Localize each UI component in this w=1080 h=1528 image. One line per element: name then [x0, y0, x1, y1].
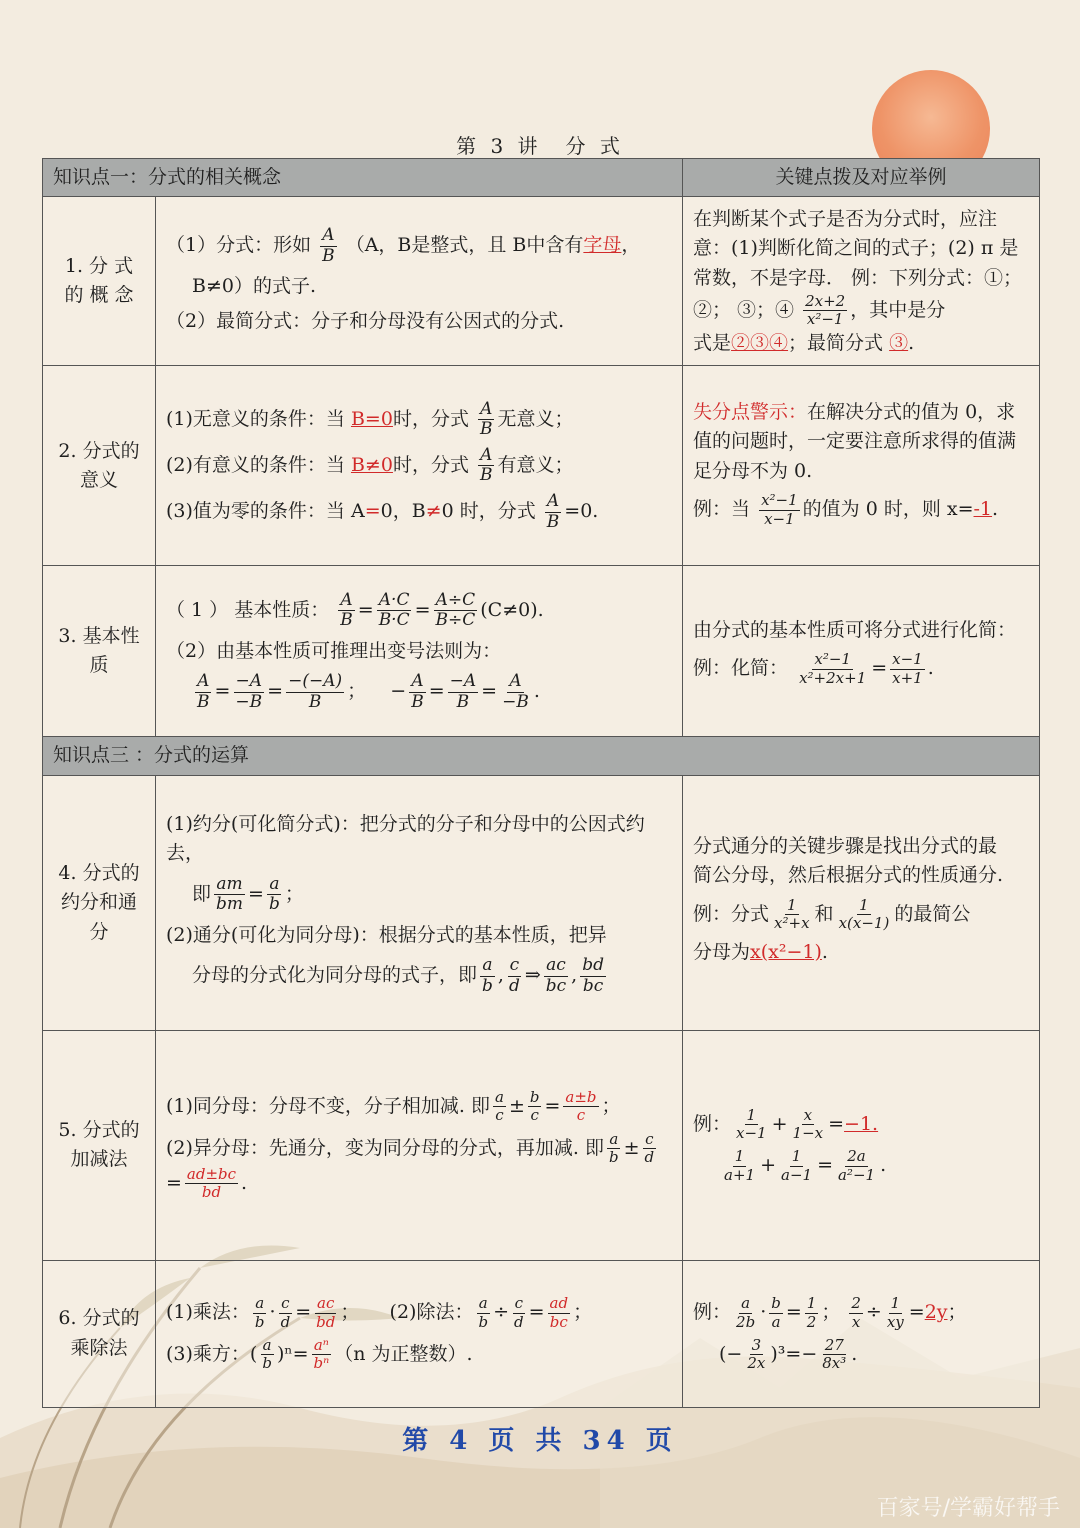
text: (3)乘方：	[166, 1342, 250, 1365]
text: 时，分式	[392, 453, 469, 476]
fraction: $\frac{a}{b}$	[254, 1294, 265, 1331]
table-row	[43, 1030, 1040, 1260]
fraction: $\frac{\text{x²−1}}{x-1}$	[761, 491, 798, 528]
fraction: $\frac{b}{a}$	[771, 1294, 781, 1331]
fraction: $\frac{c}{d}$	[513, 1294, 524, 1331]
content-cell	[156, 366, 683, 566]
fraction: $\frac{a\pm b}{c}$	[565, 1088, 597, 1125]
text: 时，分式	[392, 407, 469, 430]
fraction: $\frac{-A}{-B}$	[235, 671, 263, 712]
answer-text: -1	[973, 498, 993, 521]
fraction: $\frac{bd}{bc}$	[582, 955, 604, 996]
topic-label: 2. 分式的意义	[43, 366, 156, 566]
content-cell	[156, 197, 683, 366]
content-cell: （ 1 ） 基本性质： $\frac{A}{B}$ = $\frac{A\cdot C}{B\cdot C}$ = $\frac{A\div C}{B\div C}$ (C≠0). （2）由基本性质可推理出变号法则为： $\frac{A}{B}$ = $\frac{-A}{-B}$ = $\frac{-(-A)}{B}$ ； − $\frac{A}{B}$ = $\frac{-A}{B}$ = $\frac{A}{-B}$ .	[156, 566, 683, 737]
text: (2)有意义的条件：当	[166, 453, 345, 476]
text: .	[908, 331, 915, 354]
fraction: $\frac{1}{2}$	[806, 1294, 817, 1331]
section-header-3	[43, 737, 1040, 775]
text: =0.	[564, 500, 599, 523]
text: 的值为 0 时，则 x=	[802, 498, 974, 521]
fraction: $\frac{x-1}{x+1}$	[892, 650, 923, 687]
warning-label: 失分点警示：	[693, 401, 808, 424]
fraction: $\frac{1}{x-1}$	[736, 1105, 767, 1143]
text: （1）分式：形如	[166, 234, 312, 256]
fraction: $\frac{A}{-B}$	[502, 671, 529, 712]
fraction: $\frac{a}{2b}$	[736, 1294, 756, 1331]
text: (2)除法：	[389, 1301, 474, 1324]
fraction: $\frac{3}{2x}$	[747, 1335, 766, 1373]
section-header-1	[43, 159, 1040, 197]
text: 在判断某个式子是否为分式时，应注意：(1)判断化简之间的式子；(2) π 是常数，不是字母． 例：下列分式：①；②； ③；④	[693, 207, 1023, 321]
text: ，其中是分	[850, 298, 946, 321]
text: 0 时，分式	[441, 500, 536, 523]
topic-label: 5. 分式的加减法	[43, 1030, 156, 1260]
fraction: $\frac{x}{1-x}$	[792, 1105, 824, 1143]
text: 和	[814, 902, 834, 925]
fraction: $\frac{ac}{bc}$	[545, 955, 567, 996]
table-row	[43, 366, 1040, 566]
fraction: $\frac{-(-A)}{B}$	[288, 671, 343, 712]
fraction: $\frac{A\div C}{B\div C}$	[435, 589, 476, 631]
section-title-3: 知识点三 ：分式的运算	[43, 737, 1040, 775]
fraction: $\frac{27}{\text{8x³}}$	[822, 1335, 847, 1373]
content-cell: (1)乘法： $\frac{a}{b}$ · $\frac{c}{d}$ = $\frac{ac}{bd}$ ； (2)除法： $\frac{a}{b}$ ÷ $\frac{c}{d}$ = $\frac{ad}{bc}$ ； (3)乘方：( $\frac{a}{b}$ )ⁿ= $\frac{\text{aⁿ}}{\text{bⁿ}}$ （n 为正整数）.	[156, 1260, 683, 1407]
text: 的最简公	[894, 902, 971, 925]
fraction: $\frac{a}{c}$	[495, 1088, 504, 1125]
text: (2)通分(可化为同分母)：根据分式的基本性质，把异	[166, 923, 607, 946]
example-cell	[683, 197, 1040, 366]
text: 例：当	[693, 498, 751, 521]
text: ，	[621, 234, 641, 256]
fraction: $\frac{ad}{bc}$	[549, 1294, 569, 1331]
watermark: 百家号/学霸好帮手	[876, 1496, 1060, 1521]
text: 无意义；	[497, 407, 574, 430]
text: (1)无意义的条件：当	[166, 407, 345, 430]
example-cell: 例： $\frac{a}{2b}$ · $\frac{b}{a}$ = $\frac{1}{2}$ ； $\frac{2}{x}$ ÷ $\frac{1}{xy}$ =2y； (− $\frac{3}{2x}$ )³=− $\frac{27}{\text{8x³}}$ .	[683, 1260, 1040, 1407]
fraction: $\frac{1}{a+1}$	[724, 1147, 756, 1184]
fraction: $\frac{a}{b}$	[268, 873, 280, 915]
fraction: $\frac{1}{xy}$	[886, 1294, 904, 1331]
fraction: $\frac{c}{d}$	[644, 1129, 655, 1166]
fraction: $\frac{\text{aⁿ}}{\text{bⁿ}}$	[313, 1335, 330, 1373]
fraction: $\frac{A}{B}$	[322, 224, 335, 266]
text: .	[821, 941, 828, 964]
answer-text: −1.	[844, 1112, 879, 1135]
fraction: $\frac{c}{d}$	[508, 955, 520, 996]
text: (1)同分母：分母不变，分子相加减. 即	[166, 1094, 490, 1117]
text: 例：分式	[693, 902, 770, 925]
answer-text: ③	[889, 331, 909, 354]
fraction: $\frac{A\cdot C}{B\cdot C}$	[378, 589, 410, 631]
text: 分母为	[693, 941, 751, 964]
text: 例：	[693, 1112, 732, 1135]
topic-label: 3. 基本性质	[43, 566, 156, 737]
fraction: $\frac{2a}{\text{a²−1}}$	[837, 1147, 876, 1184]
section-title-1: 知识点一：分式的相关概念	[43, 159, 683, 197]
topic-label: 6. 分式的乘除法	[43, 1260, 156, 1407]
fraction: $\frac{c}{d}$	[280, 1294, 291, 1331]
fraction: $\frac{A}{B}$	[340, 589, 353, 631]
text: (1)乘法：	[166, 1301, 250, 1324]
fraction: $\frac{\text{x²−1}}{\text{x²+2x+1}}$	[799, 650, 867, 687]
text: 式是	[693, 331, 732, 354]
fraction: $\frac{1}{a-1}$	[781, 1147, 813, 1184]
fraction: $\frac{A}{B}$	[480, 398, 493, 440]
example-cell	[683, 775, 1040, 1030]
fraction: $\frac{a}{b}$	[262, 1335, 272, 1373]
text: B≠0）的式子.	[192, 275, 317, 298]
fraction: $\frac{-A}{B}$	[449, 671, 477, 712]
fraction: $\frac{1}{x(x-1)}$	[838, 895, 890, 933]
text: (2)异分母：先通分，变为同分母的分式，再加减. 即	[166, 1136, 604, 1159]
text: （n 为正整数）.	[334, 1342, 473, 1365]
example-cell	[683, 366, 1040, 566]
fraction: $\frac{1}{\text{x²+x}}$	[774, 895, 810, 933]
fraction: $\frac{A}{B}$	[546, 490, 560, 532]
answer-text: B=0	[350, 407, 393, 430]
table-row	[43, 566, 1040, 737]
knowledge-table	[42, 158, 1040, 1408]
text: 简公分母，然后根据分式的性质通分.	[693, 864, 1004, 887]
text: 例：化简：	[693, 657, 789, 680]
answer-text: 字母	[583, 234, 622, 256]
text: 由分式的基本性质可将分式进行化简：	[693, 618, 1017, 641]
text: (1)约分(可化简分式)：把分式的分子和分母中的公因式约去，	[166, 812, 645, 865]
answer-text: ②③④	[731, 331, 789, 354]
text: 例：	[693, 1301, 732, 1324]
text: ；最简分式	[788, 331, 884, 354]
fraction: $\frac{ac}{bd}$	[316, 1294, 336, 1331]
text: 即	[192, 882, 212, 905]
example-cell: 例： $\frac{1}{x-1}$ + $\frac{x}{1-x}$ =−1. $\frac{1}{a+1}$ + $\frac{1}{a-1}$ = $\frac{2a}{\text{a²−1}}$ .	[683, 1030, 1040, 1260]
fraction: $\frac{b}{c}$	[529, 1088, 540, 1125]
page-footer: 第 4 页 共 34 页	[402, 1426, 678, 1456]
fraction: $\frac{2x+2}{\text{x²−1}}$	[805, 292, 846, 329]
answer-text: x(x²−1)	[750, 941, 822, 964]
answer-text: =	[364, 500, 381, 523]
answer-text: ≠	[425, 500, 442, 523]
answer-text: 2y	[924, 1301, 948, 1324]
text: 分式通分的关键步骤是找出分式的最	[693, 834, 998, 857]
fraction: $\frac{ad\pm bc}{bd}$	[186, 1165, 237, 1202]
fraction: $\frac{a}{b}$	[609, 1129, 619, 1166]
text: （A，B是整式，且 B中含有	[345, 234, 584, 256]
table-row	[43, 775, 1040, 1030]
example-cell: 由分式的基本性质可将分式进行化简： 例：化简： $\frac{\text{x²−1}}{\text{x²+2x+1}}$ = $\frac{x-1}{x+1}$ .	[683, 566, 1040, 737]
text: 有意义；	[497, 453, 574, 476]
content-cell: (1)约分(可化简分式)：把分式的分子和分母中的公因式约去， 即 $\frac{am}{bm}$ = $\frac{a}{b}$ ； (2)通分(可化为同分母)：根据分式的基本性质，把异 分母的分式化为同分母的式子，即 $\frac{a}{b}$ , $\frac{c}{d}$ ⇒ $\frac{ac}{bc}$ , $\frac{bd}{bc}$	[156, 775, 683, 1030]
fraction: $\frac{A}{B}$	[480, 444, 493, 486]
text: （ 1 ） 基本性质：	[166, 598, 330, 621]
text: （2）最简分式：分子和分母没有公因式的分式.	[166, 310, 565, 333]
text: (C≠0).	[480, 598, 544, 621]
text: 在解决分式的值为 0，求值的问题时，一定要注意所求得的值满足分母不为 0.	[693, 401, 1017, 482]
fraction: $\frac{A}{B}$	[197, 671, 210, 712]
table-row	[43, 1260, 1040, 1407]
topic-label: 4. 分式的约分和通分	[43, 775, 156, 1030]
table-row	[43, 197, 1040, 366]
content-cell: (1)同分母：分母不变，分子相加减. 即 $\frac{a}{c}$ ± $\frac{b}{c}$ = $\frac{a\pm b}{c}$ ； (2)异分母：先通分，变为同分母的分式，再加减. 即 $\frac{a}{b}$ ± $\frac{c}{d}$ = $\frac{ad\pm bc}{bd}$ .	[156, 1030, 683, 1260]
fraction: $\frac{2}{x}$	[851, 1294, 861, 1331]
fraction: $\frac{a}{b}$	[478, 1294, 489, 1331]
page-title: 第 3 讲 分 式	[456, 134, 624, 158]
topic-label: 1. 分 式 的 概 念	[43, 197, 156, 366]
fraction: $\frac{am}{bm}$	[216, 873, 244, 915]
fraction: $\frac{A}{B}$	[411, 671, 424, 712]
text: 分母的分式化为同分母的式子，即	[192, 964, 478, 987]
right-column-header: 关键点拨及对应举例	[683, 159, 1040, 197]
text: （2）由基本性质可推理出变号法则为：	[166, 639, 502, 662]
fraction: $\frac{a}{b}$	[482, 955, 493, 996]
text: .	[992, 498, 999, 521]
text: (3)值为零的条件：当 A	[166, 500, 365, 523]
answer-text: B≠0	[350, 453, 393, 476]
text: 0，B	[380, 500, 426, 523]
